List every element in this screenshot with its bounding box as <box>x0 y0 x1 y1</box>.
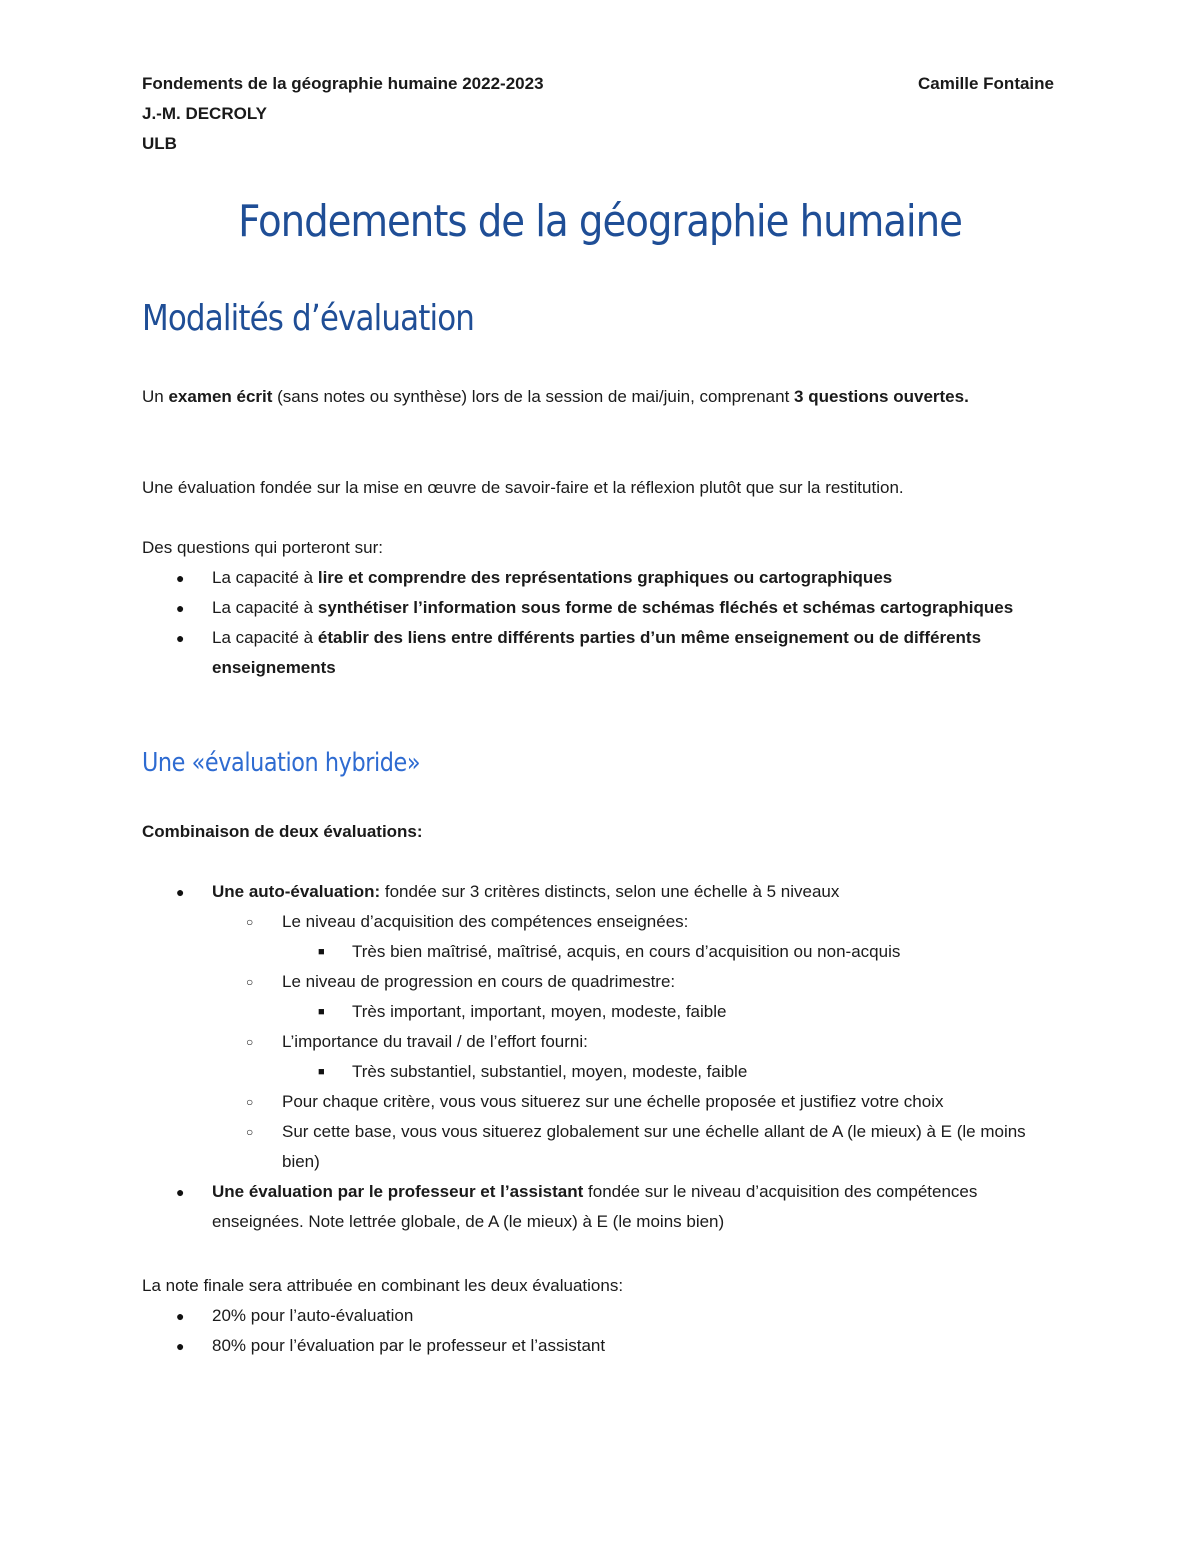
text-run: 20% pour l’auto-évaluation <box>212 1306 414 1325</box>
text-run: fondée sur 3 critères distincts, selon une échelle à 5 niveaux <box>380 882 840 901</box>
text-run: Très substantiel, substantiel, moyen, modeste, faible <box>352 1062 748 1081</box>
text-run: La capacité à <box>212 598 318 617</box>
text-run: (sans notes ou synthèse) lors de la session de mai/juin, comprenant <box>272 387 795 406</box>
list-item <box>142 1027 1062 1057</box>
header-professor: J.-M. DECROLY <box>142 104 268 123</box>
text-run: Un <box>142 387 169 406</box>
bullet-circle-icon: ○ <box>246 1095 254 1109</box>
list-item <box>142 967 1062 997</box>
bullet-dot-icon: ● <box>176 1338 185 1354</box>
text-run: Très important, important, moyen, modeste, faible <box>352 1002 727 1021</box>
bold-run: Combinaison de deux évaluations: <box>142 822 423 841</box>
bullet-dot-icon: ● <box>176 1184 185 1200</box>
text-run: Le niveau de progression en cours de quadrimestre: <box>282 972 676 991</box>
bullet-dot-icon: ● <box>176 884 185 900</box>
bullet-dot-icon: ● <box>176 1308 185 1324</box>
final-grade-intro: La note finale sera attribuée en combinant les deux évaluations: <box>142 1276 624 1295</box>
bold-run: synthétiser l’information sous forme de schémas fléchés et schémas cartographiques <box>317 598 1014 617</box>
list-item <box>142 623 1062 683</box>
header-author: Camille Fontaine <box>917 74 1054 93</box>
text-run: La capacité à <box>212 568 318 587</box>
list-item-prof-evaluation <box>142 1177 1062 1237</box>
list-item <box>142 907 1062 937</box>
section-heading-evaluation: Modalités d’évaluation <box>142 298 475 339</box>
header-course: Fondements de la géographie humaine 2022-2023 <box>142 74 544 93</box>
text-run: fondée sur le niveau d’acquisition des compétences enseignées. Note lettrée globale, de A (le mieux) à E (le moins bien) <box>212 1182 978 1231</box>
list-item <box>142 997 1062 1027</box>
list-item <box>142 1087 1062 1117</box>
list-item <box>142 937 1062 967</box>
list-item <box>142 593 1062 623</box>
bullet-circle-icon: ○ <box>246 915 254 929</box>
text-run: Très bien maîtrisé, maîtrisé, acquis, en cours d’acquisition ou non-acquis <box>352 942 901 961</box>
bullet-dot-icon: ● <box>176 630 185 646</box>
bullet-circle-icon: ○ <box>246 1125 254 1139</box>
text-run: L’importance du travail / de l’effort fourni: <box>282 1032 588 1051</box>
text-run: 80% pour l’évaluation par le professeur et l’assistant <box>212 1336 606 1355</box>
text-run: Le niveau d’acquisition des compétences enseignées: <box>282 912 689 931</box>
text-run: La capacité à <box>212 628 318 647</box>
list-item <box>142 1117 1062 1177</box>
exam-paragraph <box>142 382 1062 412</box>
text-run: Pour chaque critère, vous vous situerez sur une échelle proposée et justifiez votre choix <box>282 1092 944 1111</box>
bold-run: examen écrit <box>168 387 273 406</box>
bold-run: 3 questions ouvertes. <box>794 387 969 406</box>
header-line-1 <box>142 74 1054 94</box>
questions-intro: Des questions qui porteront sur: <box>142 538 383 557</box>
combination-intro <box>142 817 1062 847</box>
bullet-dot-icon: ● <box>176 570 185 586</box>
bullet-circle-icon: ○ <box>246 1035 254 1049</box>
bullet-circle-icon: ○ <box>246 975 254 989</box>
bold-run: Une évaluation par le professeur et l’assistant <box>212 1182 584 1201</box>
list-item <box>142 1301 1062 1331</box>
evaluation-paragraph: Une évaluation fondée sur la mise en œuvre de savoir-faire et la réflexion plutôt que sur la restitution. <box>142 478 904 497</box>
bullet-dot-icon: ● <box>176 600 185 616</box>
bullet-square-icon: ■ <box>318 1066 325 1078</box>
final-grade-list <box>142 1301 1062 1361</box>
bold-run: Une auto-évaluation: <box>212 882 381 901</box>
bold-run: établir des liens entre différents parties d’un même enseignement ou de différents enseignements <box>212 628 982 677</box>
list-item <box>142 1331 1062 1361</box>
questions-list <box>142 563 1062 683</box>
bold-run: lire et comprendre des représentations graphiques ou cartographiques <box>317 568 893 587</box>
list-item <box>142 563 1062 593</box>
list-item <box>142 1057 1062 1087</box>
header-university: ULB <box>142 134 177 153</box>
document-title: Fondements de la géographie humaine <box>238 196 962 247</box>
bullet-square-icon: ■ <box>318 1006 325 1018</box>
section-heading-hybrid: Une «évaluation hybride» <box>142 748 421 778</box>
list-item-auto-evaluation <box>142 877 1062 907</box>
text-run: Sur cette base, vous vous situerez globalement sur une échelle allant de A (le mieux) à E (le moins bien) <box>282 1122 1026 1171</box>
evaluations-list <box>142 877 1062 1237</box>
bullet-square-icon: ■ <box>318 946 325 958</box>
